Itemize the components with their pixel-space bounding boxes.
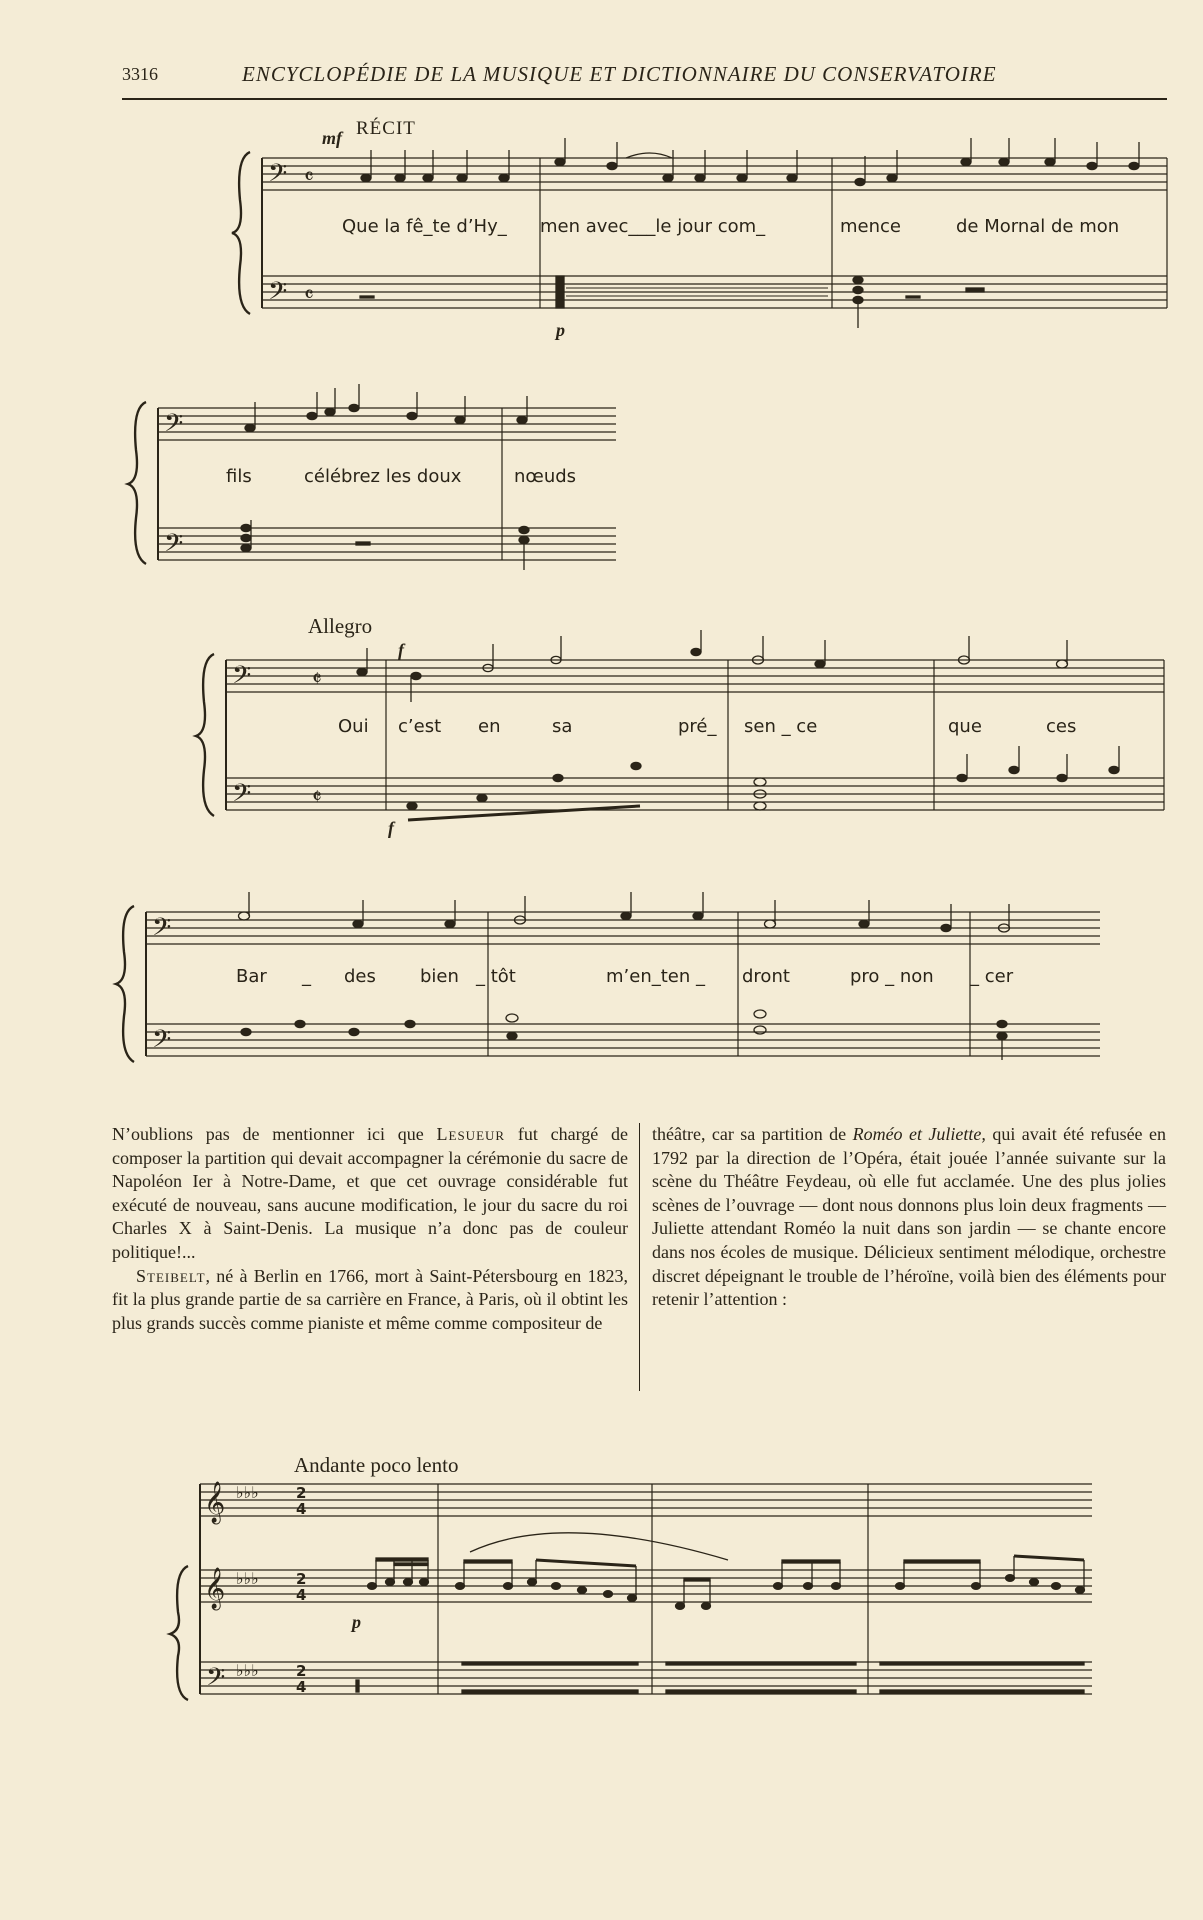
paragraph-text: théâtre, car sa partition de <box>652 1124 853 1144</box>
lyric: des <box>344 966 376 987</box>
bass-clef-icon: 𝄢 <box>232 661 252 696</box>
lyric: nœuds <box>514 466 577 487</box>
cut-time-icon: 𝄵 <box>312 667 322 692</box>
lyric: pro _ non <box>850 966 934 987</box>
lyric: Oui <box>338 716 369 737</box>
time-signature-numerator: 2 <box>296 1662 307 1680</box>
bass-clef-icon: 𝄢 <box>152 1025 172 1060</box>
time-signature-numerator: 2 <box>296 1484 307 1502</box>
page-number: 3316 <box>122 64 158 84</box>
lyric: sa <box>552 716 573 737</box>
time-signature-denominator: 4 <box>296 1678 307 1696</box>
tempo-marking: RÉCIT <box>356 118 416 139</box>
lyric: _ cer <box>970 966 1014 987</box>
tempo-marking: Andante poco lento <box>294 1453 459 1477</box>
paragraph-text: , né à Berlin en 1766, mort à Saint-Pétersbourg en 1823, fit la plus grande partie de sa carrière en France, à Paris, où il obtint les plus grands succès comme pianiste et même comme compositeur de <box>112 1265 628 1333</box>
lyric: fils <box>226 466 252 487</box>
bass-clef-icon: 𝄢 <box>232 779 252 814</box>
time-signature-numerator: 2 <box>296 1570 307 1588</box>
composer-name: Lesueur <box>436 1124 506 1144</box>
lyric: Que la fê_te d’Hy_ <box>342 216 507 237</box>
key-signature-flats: ♭♭♭ <box>236 1661 259 1680</box>
dynamic-marking: f <box>388 818 394 838</box>
dynamic-marking: p <box>556 320 565 340</box>
paragraph-text: qui avait été refusée en 1792 par la direction de l’Opéra, était jouée l’année suivante sur la scène du Théâtre Feydeau, où elle fut acclamée. Une des plus jolies scènes de l’ouvrage — dont nous donnons plus loin deux fragments — Juliette attendant Roméo la nuit dans son jardin — se chante encore dans nos écoles de musique. Délicieux sentiment mélodique, orchestre discret dépeignant le trouble de l’héroïne, voilà bien des éléments pour retenir l’attention : <box>652 1124 1166 1310</box>
bass-clef-icon: 𝄢 <box>164 409 184 444</box>
bass-clef-icon: 𝄢 <box>152 913 172 948</box>
time-signature-denominator: 4 <box>296 1500 307 1518</box>
dynamic-marking: mf <box>322 128 342 148</box>
notes-system-5 <box>356 1556 1085 1693</box>
lyric: c’est <box>398 716 442 737</box>
key-signature-flats: ♭♭♭ <box>236 1569 259 1588</box>
lyric: en <box>478 716 501 737</box>
work-title: Roméo et Juliette, <box>852 1124 986 1144</box>
lyric: bien <box>420 966 459 987</box>
common-time-icon: 𝄴 <box>304 283 314 308</box>
treble-clef-icon: 𝄞 <box>204 1482 226 1523</box>
lyric: men avec___le jour com_ <box>540 216 766 237</box>
bass-clef-icon: 𝄢 <box>268 277 288 312</box>
dynamic-marking: p <box>352 1612 361 1632</box>
lyric: sen _ ce <box>744 716 818 737</box>
lyric: pré_ <box>678 716 717 737</box>
time-signature <box>296 1484 306 1696</box>
time-signature-denominator: 4 <box>296 1586 307 1604</box>
running-title: ENCYCLOPÉDIE DE LA MUSIQUE ET DICTIONNAIRE DU CONSERVATOIRE <box>242 62 997 86</box>
lyric: de Mornal de mon <box>956 216 1120 237</box>
lyric: que <box>948 716 982 737</box>
lyric: célébrez les doux <box>304 466 462 487</box>
lyric: _ <box>302 966 311 987</box>
key-signature-flats: ♭♭♭ <box>236 1483 259 1502</box>
tempo-marking: Allegro <box>308 614 373 638</box>
composer-name: Steibelt <box>136 1265 206 1286</box>
common-time-icon: 𝄴 <box>304 165 314 190</box>
lyric: dront <box>742 966 790 987</box>
lyric: Bar <box>236 966 267 987</box>
paragraph-text: fut chargé de composer la partition qui devait accompagner la cérémonie du sacre de Napoléon Ier à Notre-Dame, et que cet ouvrage considérable fut exécuté de nouveau, sans aucune modification, le jour du sacre du roi Charles X à Saint-Denis. La musique n’a donc pas de couleur politique!... <box>112 1124 628 1262</box>
lyric: ces <box>1046 716 1077 737</box>
bass-clef-icon: 𝄢 <box>206 1663 226 1698</box>
lyric: mence <box>840 216 901 237</box>
treble-clef-icon: 𝄞 <box>204 1568 226 1609</box>
lyric: _ tôt <box>476 966 516 987</box>
lyric: m’en_ten _ <box>606 966 705 987</box>
bass-clef-icon: 𝄢 <box>164 529 184 564</box>
paragraph-text: N’oublions pas de mentionner ici que <box>112 1124 437 1144</box>
system-brace <box>170 1566 188 1700</box>
cut-time-icon: 𝄵 <box>312 785 322 810</box>
bass-clef-icon: 𝄢 <box>268 159 288 194</box>
slur <box>470 1533 728 1560</box>
dynamic-marking: f <box>398 640 404 660</box>
